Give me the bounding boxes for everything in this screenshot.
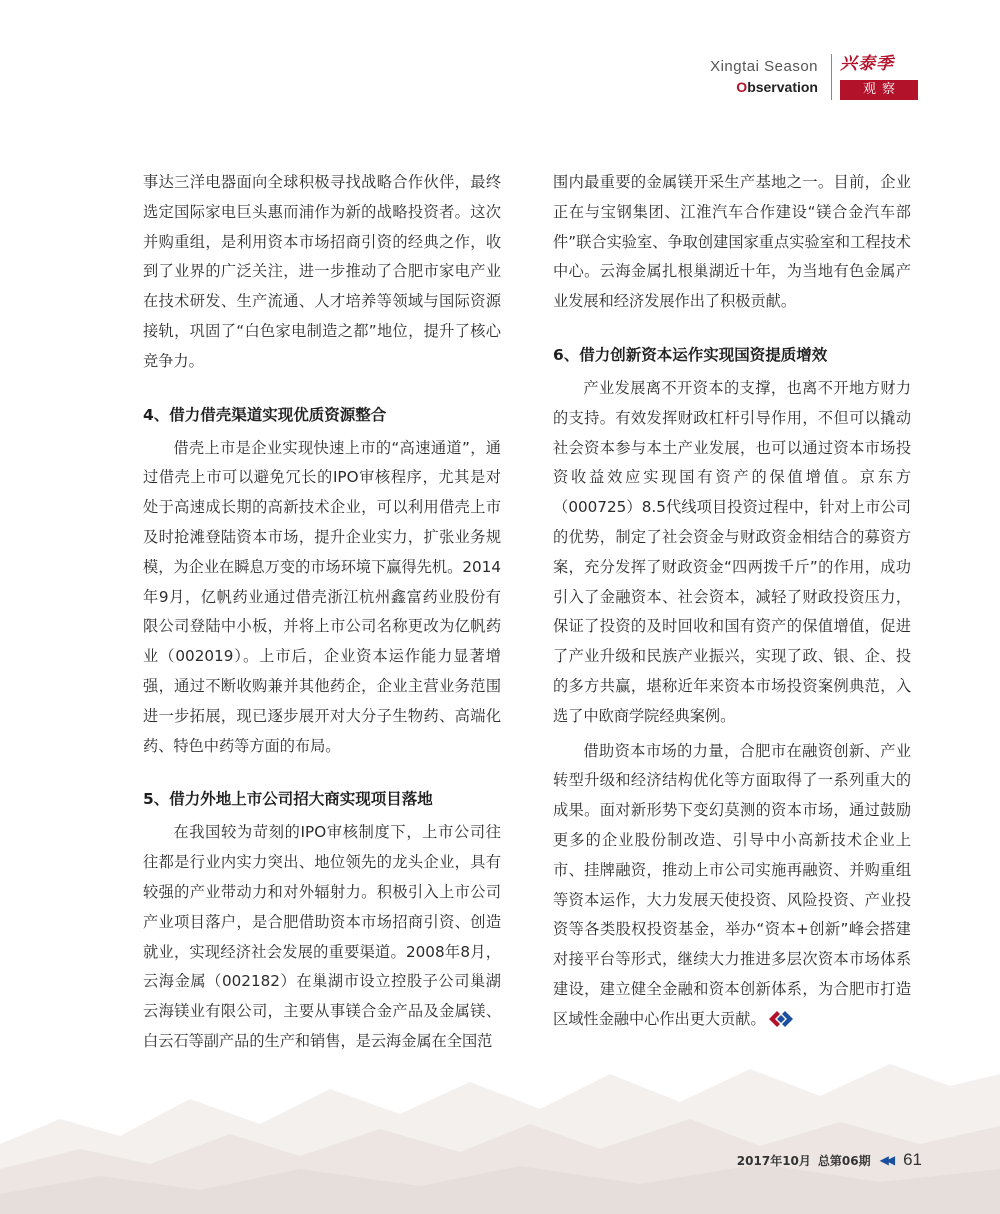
issue-date: 2017年10月 [736,1153,811,1168]
paragraph: 借壳上市是企业实现快速上市的“高速通道”，通过借壳上市可以避免冗长的IPO审核程序，尤其是对处于高速成长期的高新技术企业，可以利用借壳上市及时抢滩登陆资本市场，提升企业实力，扩张业务规模，为企业在瞬息万变的市场环境下赢得先机。2014年9月，亿帆药业通过借壳浙江杭州鑫富药业股份有限公司登陆中小板，并将上市公司名称更改为亿帆药业（002019）。上市后，企业资本运作能力显著增强，通过不断收购兼并其他药企，企业主营业务范围进一步拓展，现已逐步展开对大分子生物药、高端化药、特色中药等方面的布局。 [143,438,501,755]
page-footer [737,1150,922,1170]
final-paragraph-text: 借助资本市场的力量，合肥市在融资创新、产业转型升级和经济结构优化等方面取得了一系列重大的成果。面对新形势下变幻莫测的资本市场，通过鼓励更多的企业股份制改造、引导中小高新技术企业上市、挂牌融资，推动上市公司实施再融资、并购重组等资本运作，大力发展天使投资、风险投资、产业投资等各类股权投资基金，举办“资本+创新”峰会搭建对接平台等形式，继续大力推进多层次资本市场体系建设，建立健全金融和资本创新体系，为合肥市打造区域性金融中心作出更大贡献。 [553,741,911,1028]
observation-initial: O [736,79,748,95]
final-paragraph [553,737,911,1035]
brand-logo [840,54,918,100]
right-column [553,168,911,1035]
section-heading-4: 4、借力借壳渠道实现优质资源整合 [143,405,387,424]
article-end-icon [768,1010,794,1028]
brand-subtitle-box: 观察 [840,80,918,100]
observation-title [710,79,818,95]
header-divider [831,54,832,100]
paragraph: 产业发展离不开资本的支撑，也离不开地方财力的支持。有效发挥财政杠杆引导作用，不但可以撬动社会资本参与本土产业发展，也可以通过资本市场投资收益效应实现国有资产的保值增值。京东方（000725）8.5代线项目投资过程中，针对上市公司的优势，制定了社会资金与财政资金相结合的募资方案，充分发挥了财政资金“四两拨千斤”的作用，成功引入了金融资本、社会资本，减轻了财政投资压力，保证了投资的及时回收和国有资产的保值增值，促进了产业升级和民族产业振兴，实现了政、银、企、投的多方共赢，堪称近年来资本市场投资案例典范，入选了中欧商学院经典案例。 [553,378,911,725]
header-english-title [710,58,818,95]
section-heading-5: 5、借力外地上市公司招大商实现项目落地 [143,790,433,809]
season-title: Xingtai Season [710,58,818,75]
double-chevron-left-icon: ◀◀ [879,1153,893,1167]
paragraph: 在我国较为苛刻的IPO审核制度下，上市公司往往都是行业内实力突出、地位领先的龙头企业，具有较强的产业带动力和对外辐射力。积极引入上市公司产业项目落户，是合肥借助资本市场招商引资、创造就业，实现经济社会发展的重要渠道。2008年8月，云海金属（002182）在巢湖市设立控股子公司巢湖云海镁业有限公司，主要从事镁合金产品及金属镁、白云石等副产品的生产和销售，是云海金属在全国范 [143,823,501,1050]
paragraph: 事达三洋电器面向全球积极寻找战略合作伙伴，最终选定国际家电巨头惠而浦作为新的战略投资者。这次并购重组，是利用资本市场招商引资的经典之作，收到了业界的广泛关注，进一步推动了合肥市家电产业在技术研发、生产流通、人才培养等领域与国际资源接轨，巩固了“白色家电制造之都”地位，提升了核心竞争力。 [143,173,501,370]
section-heading-6: 6、借力创新资本运作实现国资提质增效 [553,345,828,364]
left-column [143,168,501,1057]
issue-number: 总第06期 [817,1153,871,1168]
observation-rest: bservation [747,79,818,95]
paragraph: 围内最重要的金属镁开采生产基地之一。目前，企业正在与宝钢集团、江淮汽车合作建设“镁合金汽车部件”联合实验室、争取创建国家重点实验室和工程技术中心。云海金属扎根巢湖近十年，为当地有色金属产业发展和经济发展作出了积极贡献。 [553,173,911,311]
magazine-header [658,52,918,104]
page-number: 61 [903,1150,922,1169]
brand-chinese-name: 兴泰季 [840,54,894,74]
